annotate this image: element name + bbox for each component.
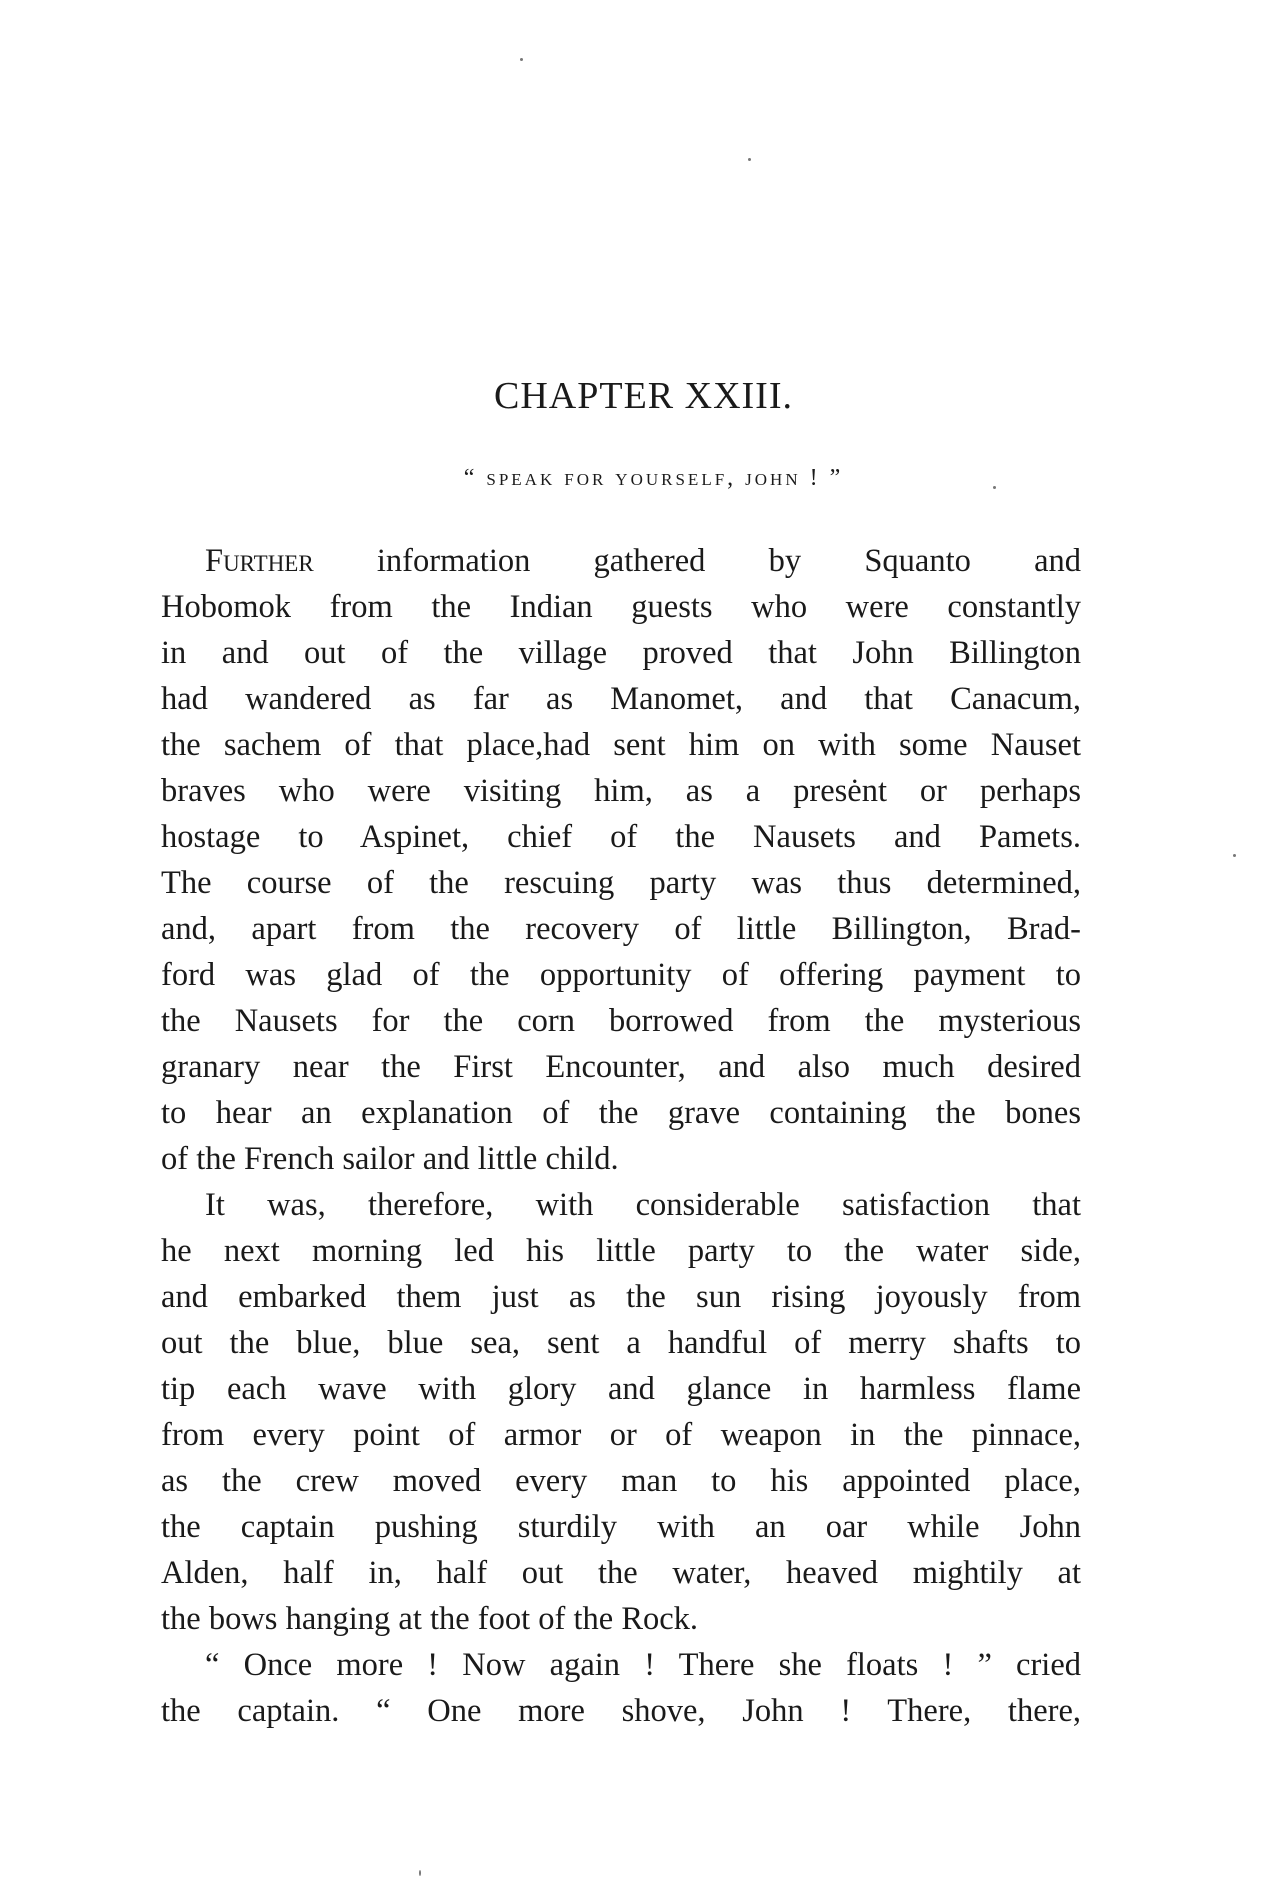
text-line: ford was glad of the opportunity of offering payment to [161,957,1081,993]
text-line: Further information gathered by Squanto and [205,543,1081,579]
text-line: from every point of armor or of weapon in the pinnace, [161,1417,1081,1453]
text-line: as the crew moved every man to his appointed place, [161,1463,1081,1499]
text-line: “ Once more ! Now again ! There she floats ! ” cried [205,1647,1081,1683]
text-line: tip each wave with glory and glance in harmless flame [161,1371,1081,1407]
text-line: and embarked them just as the sun rising joyously from [161,1279,1081,1315]
text-line: Alden, half in, half out the water, heaved mightily at [161,1555,1081,1591]
text-line: the sachem of that place,had sent him on with some Nauset [161,727,1081,763]
chapter-title: CHAPTER XXIII. [494,375,793,417]
text-line: of the French sailor and little child. [161,1141,619,1177]
scan-speck [1233,854,1236,857]
text-line: Hobomok from the Indian guests who were constantly [161,589,1081,625]
text-line: braves who were visiting him, as a presėnt or perhaps [161,773,1081,809]
text-line: The course of the rescuing party was thus determined, [161,865,1081,901]
text-line: and, apart from the recovery of little Billington, Brad- [161,911,1081,947]
text-line: out the blue, blue sea, sent a handful of merry shafts to [161,1325,1081,1361]
lead-word: Further [205,543,314,579]
body-text [161,538,1081,1734]
text-line: the Nausets for the corn borrowed from the mysterious [161,1003,1081,1039]
text-line: he next morning led his little party to the water side, [161,1233,1081,1269]
text-line: It was, therefore, with considerable satisfaction that [205,1187,1081,1223]
text-line: in and out of the village proved that John Billington [161,635,1081,671]
text-line: to hear an explanation of the grave containing the bones [161,1095,1081,1131]
text-line: the captain. “ One more shove, John ! There, there, [161,1693,1081,1729]
text-line: the captain pushing sturdily with an oar while John [161,1509,1081,1545]
text-line: granary near the First Encounter, and also much desired [161,1049,1081,1085]
chapter-subtitle: “ speak for yourself, john ! ” [463,465,844,491]
scan-speck [419,1870,421,1876]
scan-speck [520,58,523,61]
text-line: had wandered as far as Manomet, and that Canacum, [161,681,1081,717]
text-line: hostage to Aspinet, chief of the Nausets and Pamets. [161,819,1081,855]
text-line: the bows hanging at the foot of the Rock. [161,1601,699,1637]
scan-speck [748,158,751,161]
